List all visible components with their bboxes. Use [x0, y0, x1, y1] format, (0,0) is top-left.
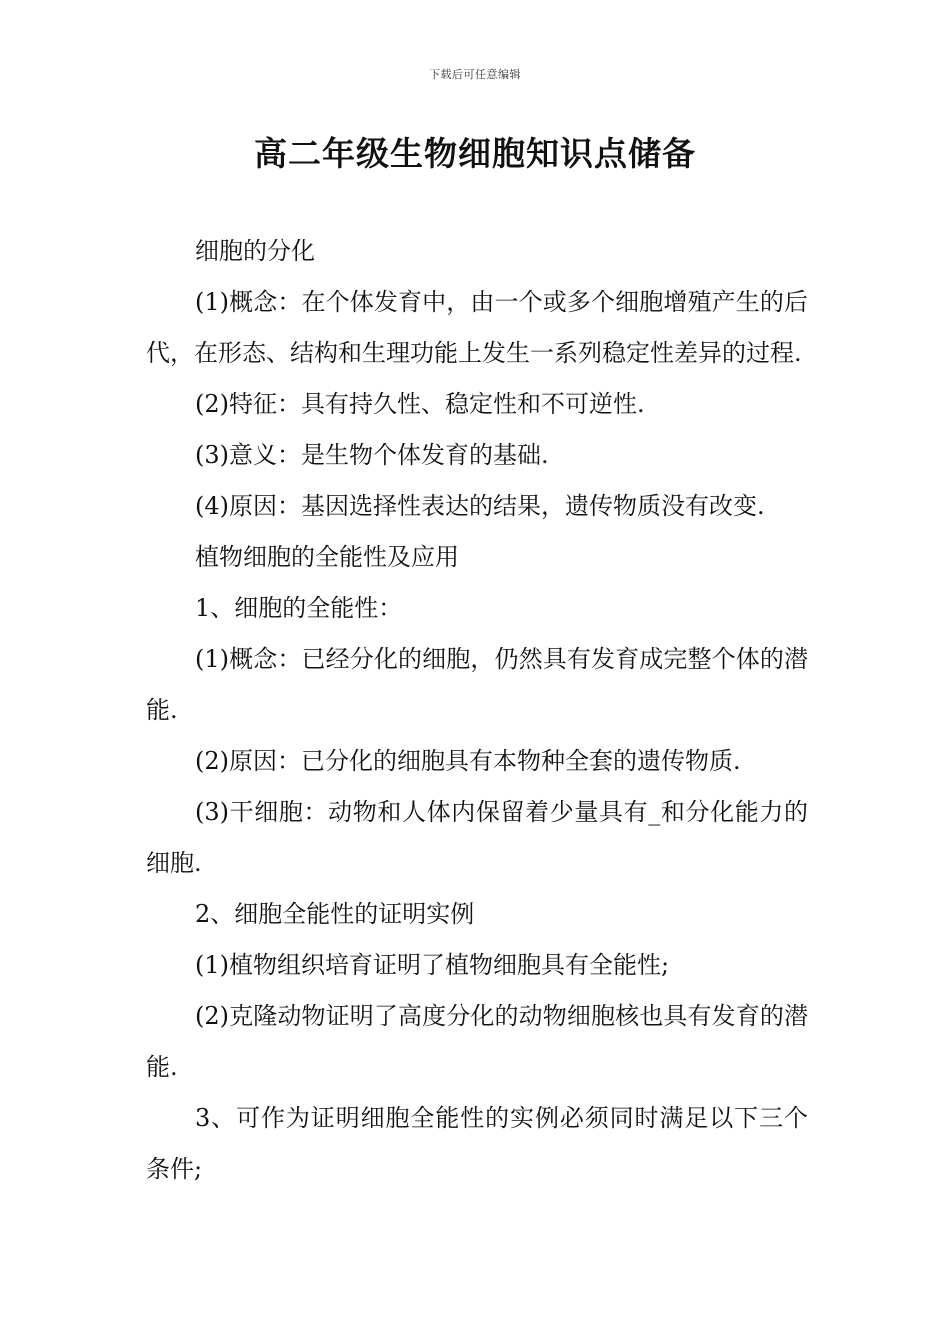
paragraph-cause: (4)原因：基因选择性表达的结果，遗传物质没有改变. — [195, 492, 765, 520]
subheading-examples: 2、细胞全能性的证明实例 — [195, 900, 475, 928]
section-heading-totipotency: 植物细胞的全能性及应用 — [195, 543, 459, 571]
section-heading-differentiation: 细胞的分化 — [195, 237, 315, 265]
subheading-totipotency: 1、细胞的全能性： — [195, 594, 403, 622]
document-title: 高二年级生物细胞知识点储备 — [254, 134, 696, 173]
paragraph-stem-cell: (3)干细胞：动物和人体内保留着少量具有_和分化能力的细胞. — [146, 798, 808, 877]
paragraph-cloned-animals: (2)克隆动物证明了高度分化的动物细胞核也具有发育的潜能. — [146, 1002, 808, 1081]
paragraph-significance: (3)意义：是生物个体发育的基础. — [195, 441, 549, 469]
paragraph-plant-tissue-culture: (1)植物组织培育证明了植物细胞具有全能性; — [195, 951, 670, 979]
document-body — [146, 226, 808, 1195]
subheading-conditions: 3、可作为证明细胞全能性的实例必须同时满足以下三个条件; — [146, 1104, 808, 1183]
header-note: 下载后可任意编辑 — [429, 68, 521, 81]
paragraph-feature: (2)特征：具有持久性、稳定性和不可逆性. — [195, 390, 645, 418]
paragraph-concept: (1)概念：在个体发育中，由一个或多个细胞增殖产生的后代，在形态、结构和生理功能上发生一系列稳定性差异的过程. — [146, 288, 808, 367]
paragraph-totipotency-concept: (1)概念：已经分化的细胞，仍然具有发育成完整个体的潜能. — [146, 645, 808, 724]
paragraph-totipotency-cause: (2)原因：已分化的细胞具有本物种全套的遗传物质. — [195, 747, 741, 775]
